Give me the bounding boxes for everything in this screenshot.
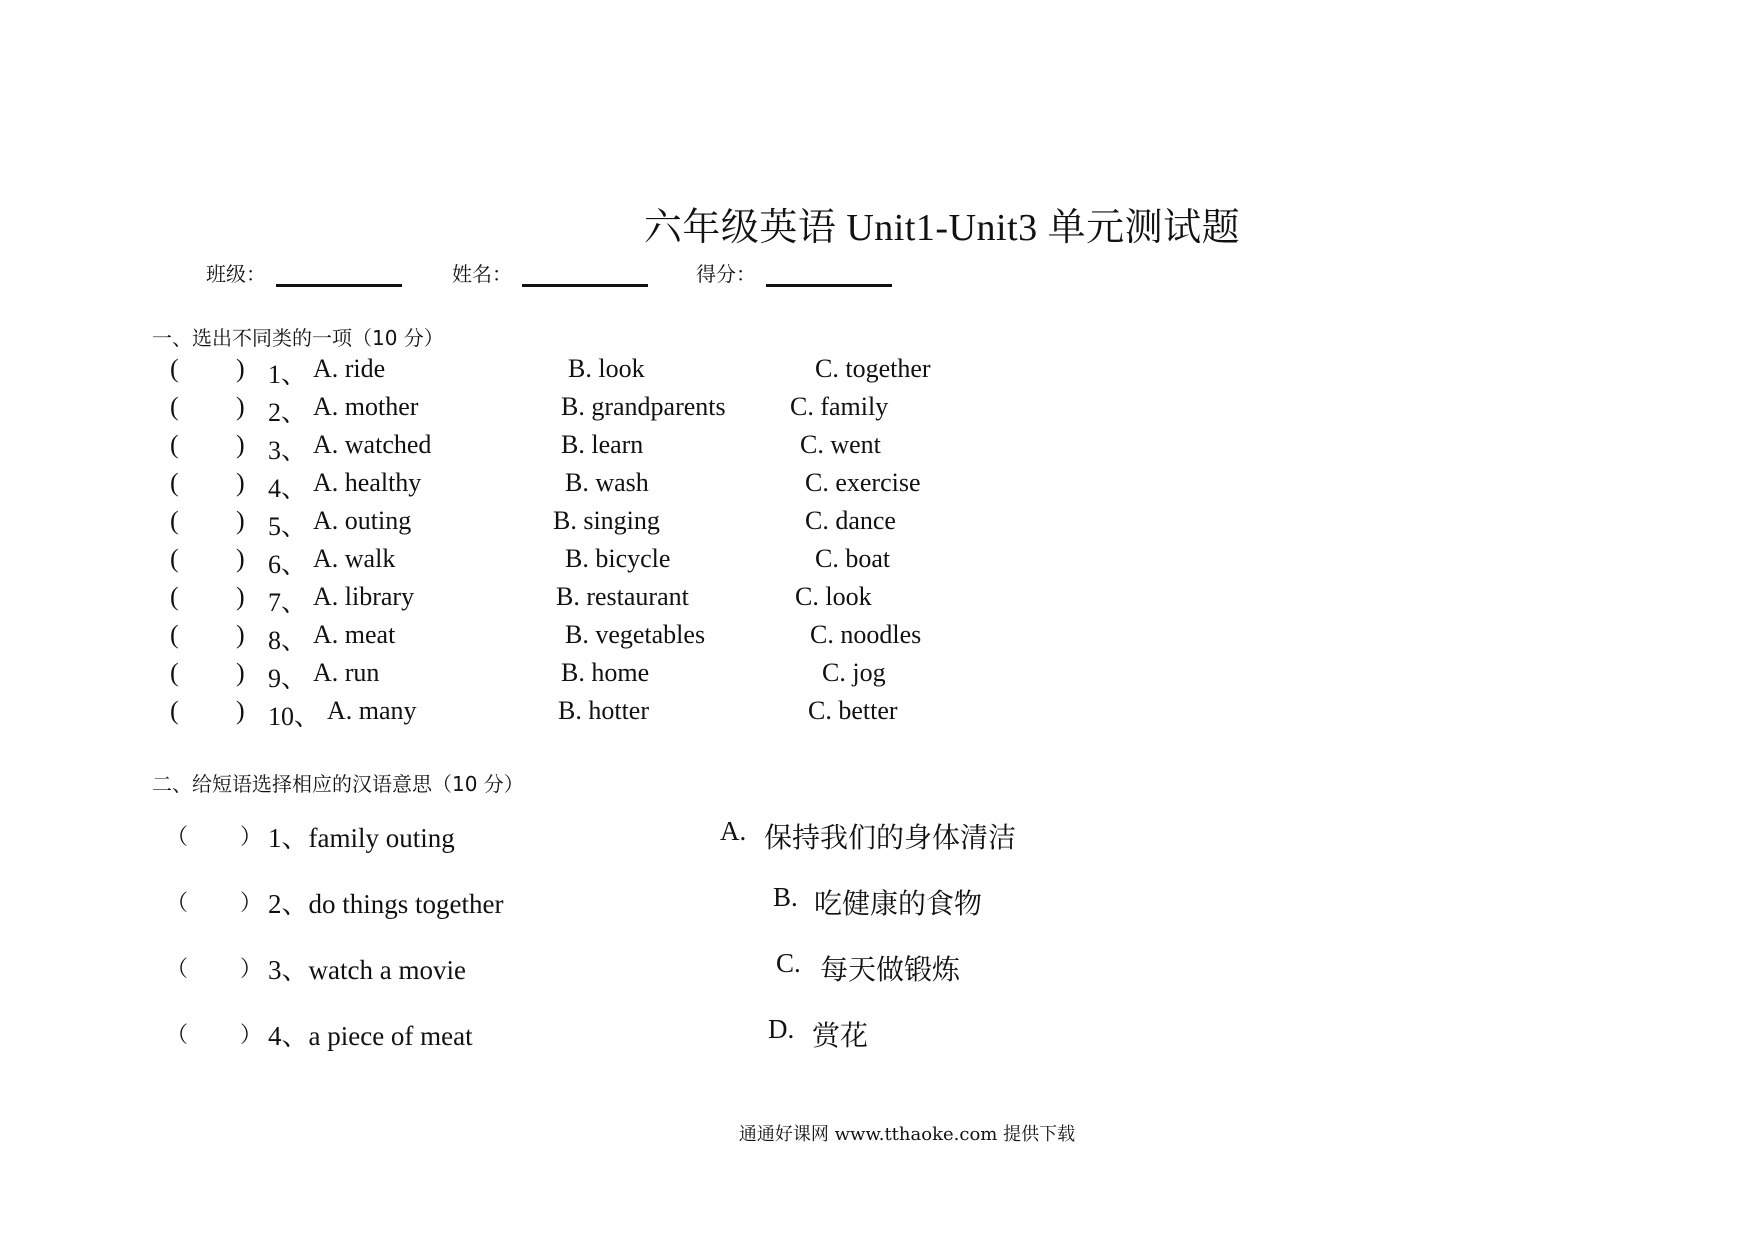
answer-paren-open: （ [166,1023,189,1048]
option-b: B. home [561,658,650,687]
chinese-meaning: 保持我们的身体清洁 [764,821,1017,854]
answer-paren-close: ) [236,582,245,611]
question-number: 4、 [268,474,308,503]
option-a: A. mother [313,392,419,421]
class-label: 班级： [206,262,266,286]
answer-blank[interactable] [188,544,232,574]
option-c: C. better [808,696,898,725]
answer-paren-open: ( [170,696,179,725]
class-blank [276,284,402,287]
question-number: 9、 [268,664,308,693]
score-blank [766,284,892,287]
option-a: A. run [313,658,380,687]
answer-paren-close: ) [236,620,245,649]
option-b: B. hotter [558,696,649,725]
answer-blank[interactable] [188,658,232,688]
question-number: 2、 [268,398,308,427]
question-row [0,468,1754,504]
answer-paren-close: ） [240,957,263,982]
answer-blank[interactable] [188,354,232,384]
question-row [0,582,1754,618]
meaning-letter: B. [773,882,798,912]
answer-paren-close: ） [240,825,263,850]
option-a: A. many [327,696,417,725]
answer-paren-close: ) [236,696,245,725]
option-a: A. ride [313,354,386,383]
match-row [0,948,1754,988]
answer-blank[interactable] [188,696,232,726]
page-title: 六年级英语 Unit1-Unit3 单元测试题 [643,207,1241,249]
question-row [0,392,1754,428]
chinese-meaning: 赏花 [812,1019,869,1052]
question-number: 1、 [268,360,308,389]
footer-source: 通通好课网 www.tthaoke.com 提供下载 [738,1124,1076,1145]
option-a: A. walk [313,544,396,573]
answer-paren-close: ) [236,392,245,421]
answer-paren-open: ( [170,430,179,459]
answer-blank[interactable] [188,430,232,460]
option-b: B. learn [561,430,644,459]
answer-paren-open: （ [166,891,189,916]
option-c: C. dance [805,506,896,535]
answer-paren-open: ( [170,620,179,649]
option-c: C. exercise [805,468,921,497]
answer-paren-open: （ [166,825,189,850]
answer-paren-close: ) [236,506,245,535]
option-a: A. healthy [313,468,422,497]
section1-heading: 一、选出不同类的一项（10 分） [152,326,444,350]
match-row [0,882,1754,922]
option-a: A. outing [313,506,412,535]
match-row [0,1014,1754,1054]
answer-paren-close: ) [236,468,245,497]
question-row [0,354,1754,390]
score-label: 得分： [696,262,756,286]
chinese-meaning: 吃健康的食物 [814,887,983,920]
english-phrase: 3、watch a movie [268,955,466,985]
answer-paren-close: ） [240,891,263,916]
name-blank [522,284,648,287]
option-b: B. look [568,354,645,383]
answer-blank[interactable] [192,882,236,914]
question-number: 5、 [268,512,308,541]
answer-paren-open: ( [170,544,179,573]
question-row [0,544,1754,580]
answer-blank[interactable] [188,468,232,498]
answer-paren-close: ) [236,658,245,687]
answer-paren-close: ） [240,1023,263,1048]
option-c: C. family [790,392,889,421]
name-label: 姓名： [452,262,512,286]
option-c: C. together [815,354,931,383]
question-row [0,430,1754,466]
answer-blank[interactable] [192,1014,236,1046]
option-c: C. went [800,430,881,459]
answer-paren-open: ( [170,468,179,497]
option-c: C. look [795,582,872,611]
answer-paren-open: （ [166,957,189,982]
answer-paren-open: ( [170,354,179,383]
meaning-letter: C. [776,948,801,978]
english-phrase: 4、a piece of meat [268,1021,473,1051]
meaning-letter: D. [768,1014,795,1044]
match-row [0,816,1754,856]
answer-blank[interactable] [188,506,232,536]
option-c: C. boat [815,544,891,573]
answer-paren-close: ) [236,430,245,459]
option-c: C. jog [822,658,886,687]
english-phrase: 2、do things together [268,889,504,919]
answer-paren-open: ( [170,392,179,421]
answer-paren-close: ) [236,544,245,573]
option-a: A. library [313,582,415,611]
question-row [0,620,1754,656]
question-number: 3、 [268,436,308,465]
answer-blank[interactable] [188,392,232,422]
answer-blank[interactable] [188,620,232,650]
option-b: B. grandparents [561,392,726,421]
option-b: B. restaurant [556,582,689,611]
option-a: A. meat [313,620,396,649]
answer-paren-open: ( [170,506,179,535]
answer-blank[interactable] [192,948,236,980]
option-b: B. vegetables [565,620,706,649]
question-row [0,696,1754,732]
question-number: 8、 [268,626,308,655]
option-c: C. noodles [810,620,922,649]
question-row [0,658,1754,694]
option-b: B. wash [565,468,649,497]
option-b: B. bicycle [565,544,671,573]
answer-paren-open: ( [170,582,179,611]
question-number: 6、 [268,550,308,579]
option-b: B. singing [553,506,660,535]
answer-paren-open: ( [170,658,179,687]
meaning-letter: A. [720,816,747,846]
english-phrase: 1、family outing [268,823,455,853]
answer-paren-close: ) [236,354,245,383]
answer-blank[interactable] [192,816,236,848]
section2-heading: 二、给短语选择相应的汉语意思（10 分） [152,772,524,796]
option-a: A. watched [313,430,432,459]
question-number: 7、 [268,588,308,617]
chinese-meaning: 每天做锻炼 [820,953,961,986]
question-row [0,506,1754,542]
question-number: 10、 [268,702,321,731]
answer-blank[interactable] [188,582,232,612]
